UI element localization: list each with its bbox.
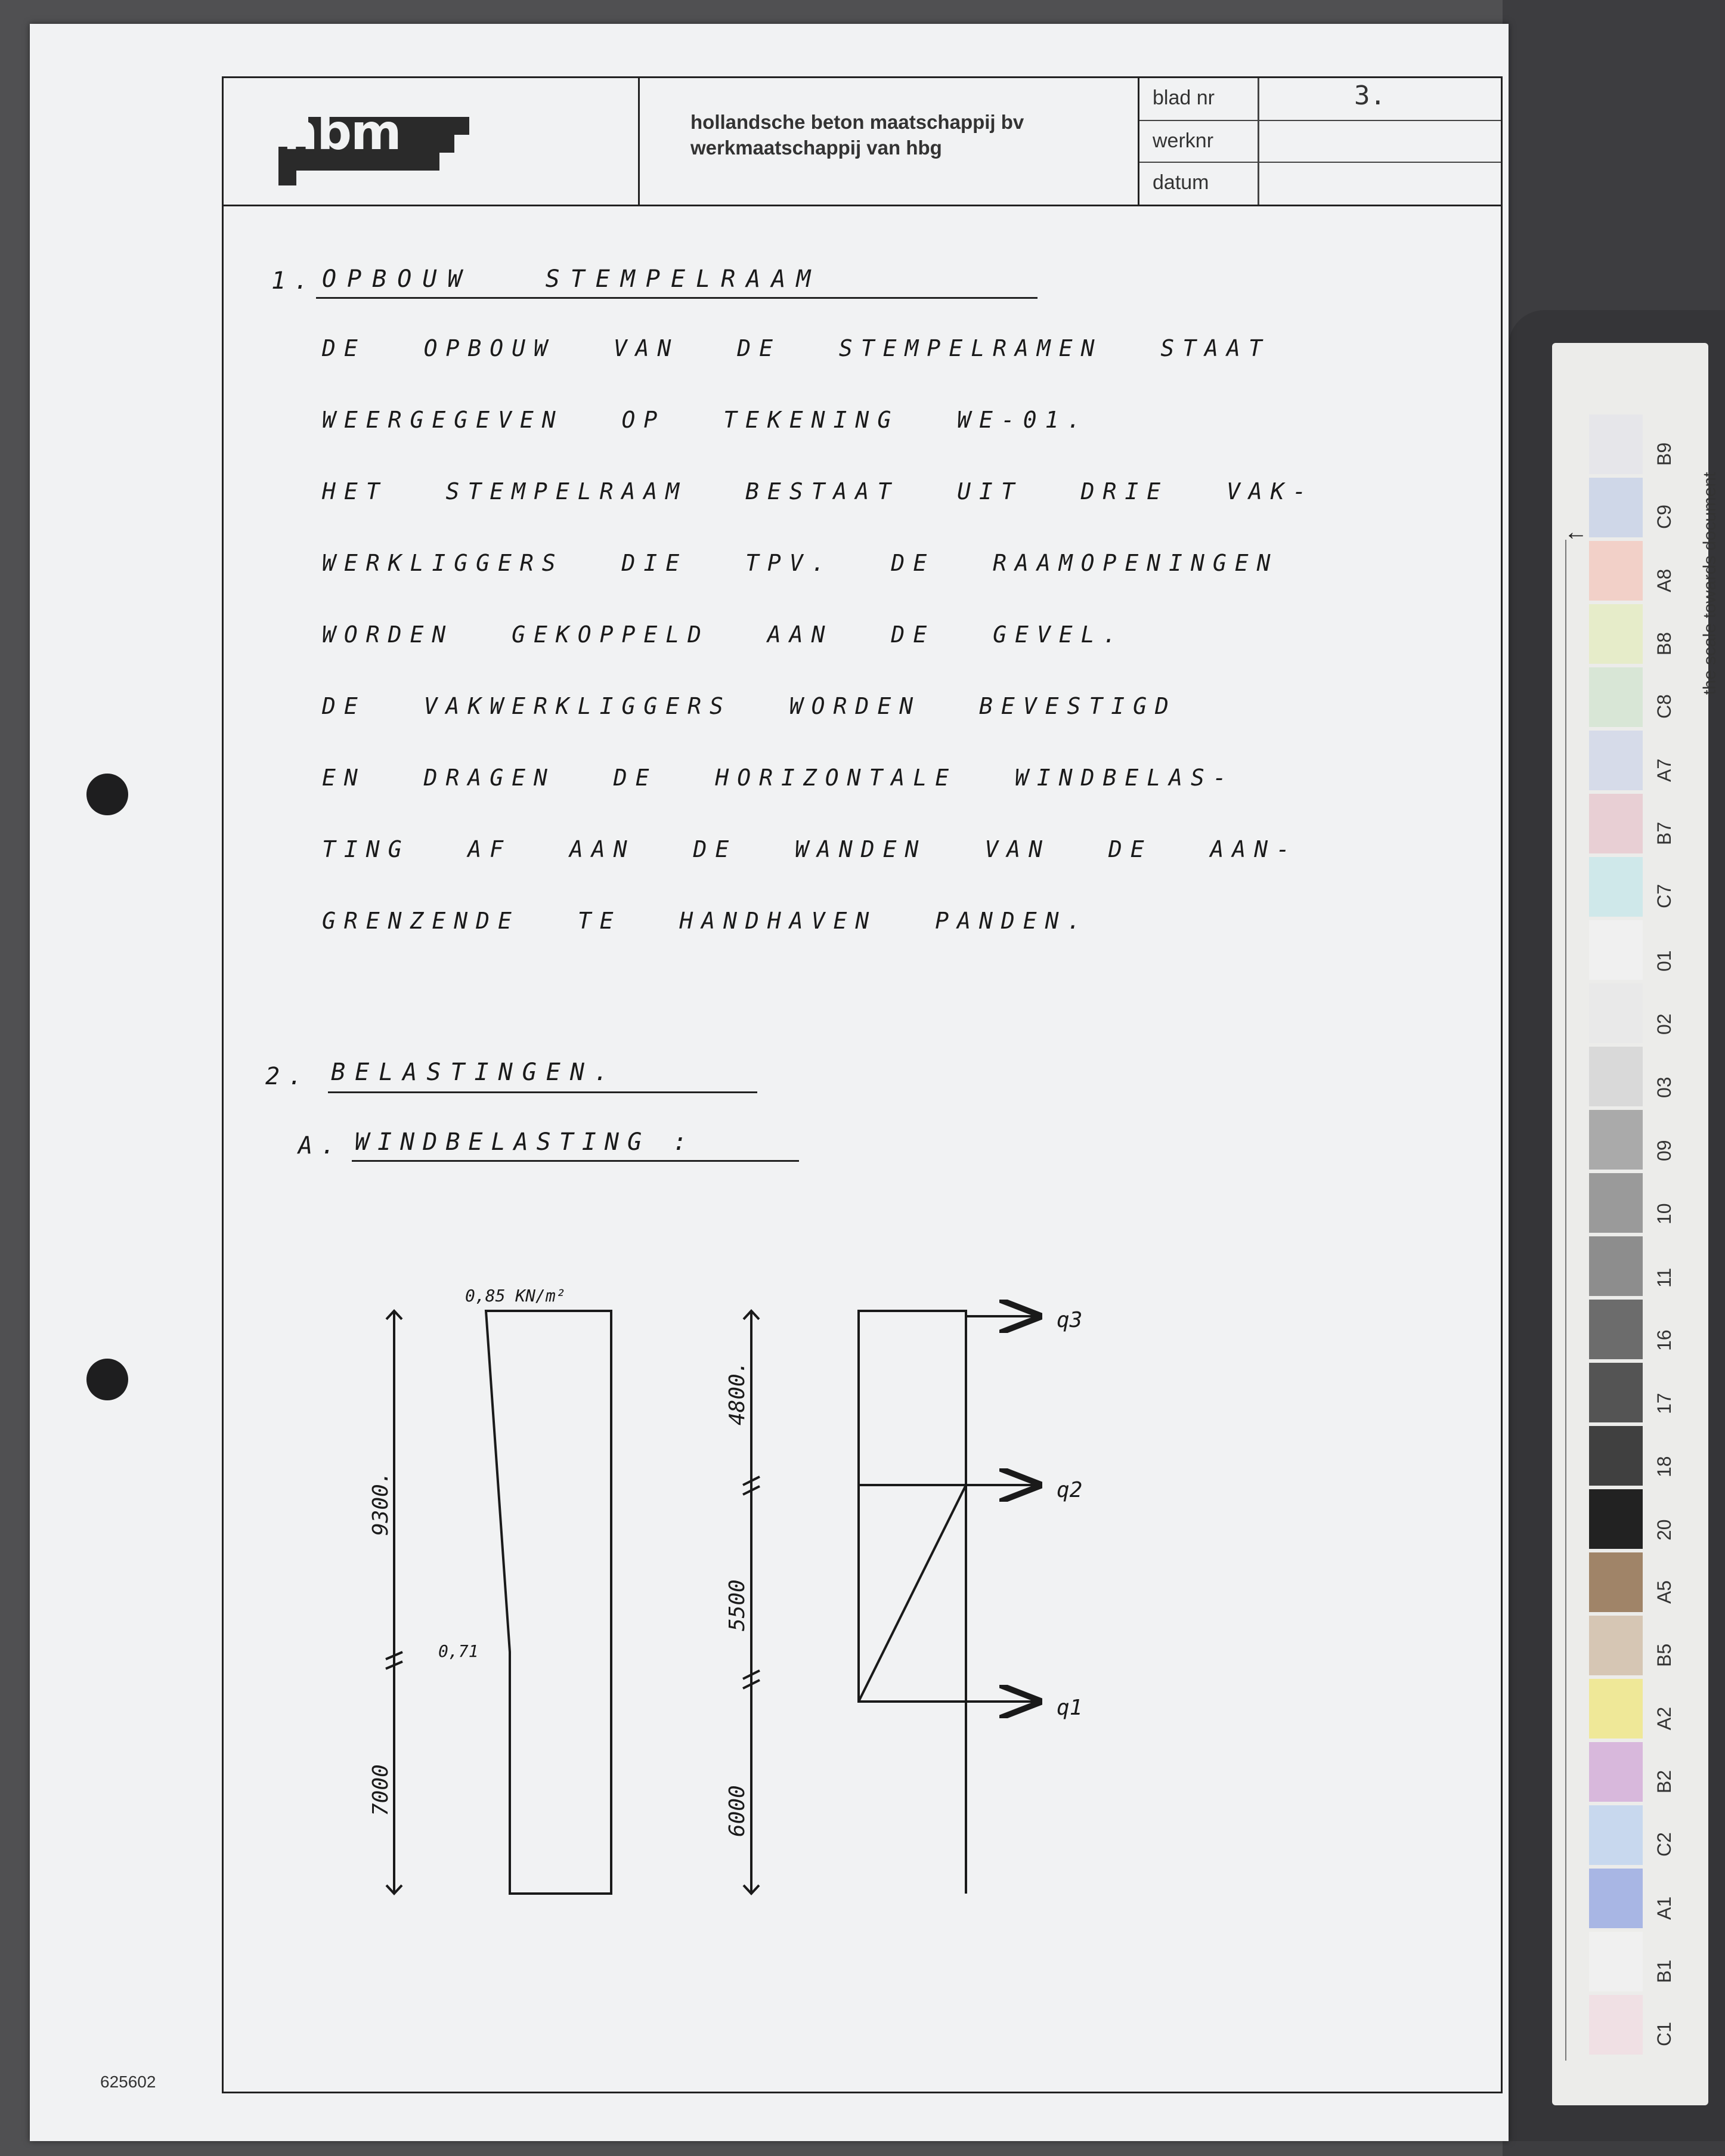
body-line: WORDEN GEKOPPELD AAN DE GEVEL.: [322, 621, 1125, 648]
color-chip: [1589, 1047, 1643, 1106]
color-chip-label: 17: [1653, 1393, 1675, 1414]
arrow-left-icon: ←: [1564, 519, 1588, 545]
color-chip: [1589, 1616, 1643, 1675]
color-chip: [1589, 1173, 1643, 1233]
color-chip: [1589, 1742, 1643, 1802]
load-frame-rect: [859, 1311, 966, 1702]
color-chip: [1589, 604, 1643, 664]
color-chip: [1589, 1110, 1643, 1170]
color-chip-label: 03: [1653, 1077, 1675, 1098]
q1-label: q1: [1057, 1696, 1083, 1720]
color-chip: [1589, 857, 1643, 917]
color-chip-label: C7: [1653, 884, 1675, 908]
diagonal-brace: [859, 1485, 966, 1702]
sheet-number: 625602: [100, 2073, 156, 2091]
color-chip: [1589, 1679, 1643, 1739]
color-chip-label: 01: [1653, 950, 1675, 972]
color-chip: [1589, 1300, 1643, 1359]
color-chip-label: C1: [1653, 2022, 1675, 2046]
dim-lower-label: 7000: [368, 1764, 393, 1816]
color-chip-label: 11: [1653, 1267, 1675, 1288]
color-chip: [1589, 1869, 1643, 1928]
color-chip-label: B5: [1653, 1643, 1675, 1667]
blad-nr-value: 3.: [1354, 81, 1386, 111]
logo-text: hbm: [283, 104, 401, 161]
color-chip-label: A7: [1653, 758, 1675, 782]
color-chip: [1589, 794, 1643, 853]
company-name: hollandsche beton maatschappij bv: [690, 111, 1024, 133]
body-line: TING AF AAN DE WANDEN VAN DE AAN-: [322, 836, 1298, 862]
wind-load-diagrams: [30, 24, 1509, 2141]
section2-title: BELASTINGEN.: [331, 1059, 618, 1086]
color-checker-card: [1552, 343, 1720, 2105]
color-chip-label: 16: [1653, 1329, 1675, 1351]
top-load-label: 0,85 KN/m²: [465, 1286, 566, 1306]
body-line: GRENZENDE TE HANDHAVEN PANDEN.: [322, 908, 1089, 934]
color-chip-label: 10: [1653, 1203, 1675, 1224]
scale-note: the scale towards document: [1700, 472, 1720, 695]
color-chip: [1589, 541, 1643, 601]
color-chip-label: B2: [1653, 1770, 1675, 1793]
color-chip-label: 02: [1653, 1013, 1675, 1035]
section1-number: 1.: [271, 267, 317, 295]
body-line: DE VAKWERKLIGGERS WORDEN BEVESTIGD: [322, 693, 1177, 719]
color-chip-label: B9: [1653, 442, 1675, 466]
color-chip-label: C8: [1653, 694, 1675, 719]
color-chip: [1589, 1363, 1643, 1422]
color-chip: [1589, 1995, 1643, 2055]
color-chip: [1589, 667, 1643, 727]
color-chip: [1589, 1489, 1643, 1549]
body-line: EN DRAGEN DE HORIZONTALE WINDBELAS-: [322, 765, 1235, 791]
color-chip: [1589, 478, 1643, 537]
body-line: WEERGEGEVEN OP TEKENING WE-01.: [322, 407, 1089, 433]
color-chip: [1589, 1805, 1643, 1865]
mid-load-label: 0,71: [438, 1641, 479, 1661]
pressure-profile-shape: [486, 1311, 611, 1894]
color-chip-label: A2: [1653, 1706, 1675, 1730]
body-line: DE OPBOUW VAN DE STEMPELRAMEN STAAT: [322, 335, 1271, 361]
subsection-letter: A.: [298, 1132, 344, 1159]
color-chip-label: A5: [1653, 1580, 1675, 1604]
color-chip: [1589, 983, 1643, 1043]
color-chip-label: C9: [1653, 505, 1675, 529]
dim-bottom-label: 6000: [725, 1785, 750, 1837]
werknr-label: werknr: [1153, 129, 1214, 152]
body-line: WERKLIGGERS DIE TPV. DE RAAMOPENINGEN: [322, 550, 1279, 576]
color-chip: [1589, 1932, 1643, 1991]
color-chip: [1589, 1236, 1643, 1296]
body-line: HET STEMPELRAAM BESTAAT UIT DRIE VAK-: [322, 478, 1315, 505]
company-subsidiary: werkmaatschappij van hbg: [690, 137, 942, 159]
color-chip-label: 20: [1653, 1519, 1675, 1541]
dim-top-label: 4800.: [725, 1360, 750, 1425]
section2-number: 2.: [265, 1063, 311, 1090]
color-chip-label: 09: [1653, 1140, 1675, 1161]
q3-label: q3: [1057, 1308, 1083, 1332]
color-chip: [1589, 731, 1643, 790]
left-pressure-diagram: [386, 1311, 611, 1894]
color-chip-label: C2: [1653, 1832, 1675, 1857]
color-chip-label: B7: [1653, 821, 1675, 845]
section1-title: OPBOUW STEMPELRAAM: [322, 265, 822, 293]
color-chip: [1589, 415, 1643, 474]
subsection-title: WINDBELASTING :: [355, 1128, 696, 1156]
q2-label: q2: [1057, 1478, 1083, 1502]
ruler-scale: [1565, 540, 1587, 2061]
color-chip: [1589, 1426, 1643, 1486]
dim-upper-label: 9300.: [368, 1471, 393, 1536]
document-sheet: [30, 24, 1509, 2141]
datum-label: datum: [1153, 171, 1209, 194]
dim-mid-label: 5500: [725, 1579, 750, 1631]
color-chip: [1589, 920, 1643, 980]
color-chip-label: 18: [1653, 1456, 1675, 1477]
color-chip-label: B8: [1653, 632, 1675, 655]
color-chip: [1589, 1552, 1643, 1612]
blad-nr-label: blad nr: [1153, 86, 1215, 109]
color-chip-label: B1: [1653, 1959, 1675, 1983]
color-chip-label: A1: [1653, 1896, 1675, 1920]
right-load-diagram: [743, 1311, 1038, 1894]
color-chip-label: A8: [1653, 568, 1675, 592]
